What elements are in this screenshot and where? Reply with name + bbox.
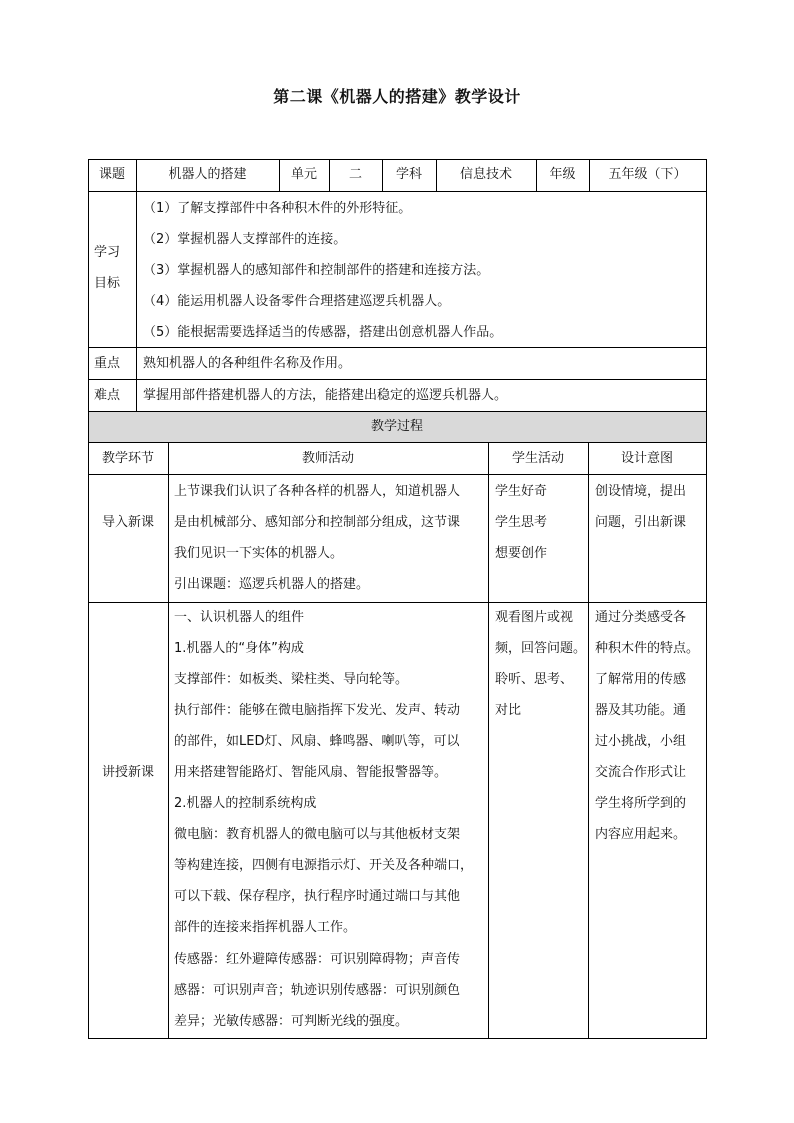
teaching-teacher-line: 差异；光敏传感器：可判断光线的强度。 (174, 1014, 409, 1029)
subject-label: 学科 (395, 167, 422, 182)
objectives-label-line1: 学习 (94, 245, 121, 260)
key-point-text: 熟知机器人的各种组件名称及作用。 (143, 356, 352, 371)
lesson-value: 机器人的搭建 (168, 167, 247, 182)
teaching-design-line: 交流合作形式让 (595, 765, 687, 780)
teaching-design-line: 种积木件的特点。 (595, 641, 700, 656)
teaching-design-line: 通过分类感受各 (595, 610, 687, 625)
difficulty-text: 掌握用部件搭建机器人的方法，能搭建出稳定的巡逻兵机器人。 (143, 388, 508, 403)
objectives-label-line2: 目标 (94, 276, 121, 291)
key-point-label: 重点 (94, 356, 121, 371)
grade-value: 五年级（下） (608, 167, 687, 182)
intro-design-line: 问题，引出新课 (595, 515, 687, 530)
teaching-teacher-line: 等构建连接，四侧有电源指示灯、开关及各种端口， (174, 858, 474, 873)
teaching-teacher-line: 微电脑：教育机器人的微电脑可以与其他板材支架 (174, 827, 461, 842)
unit-label: 单元 (290, 167, 317, 182)
teaching-design-line: 内容应用起来。 (595, 827, 687, 842)
teaching-student-line: 频，回答问题。 (495, 641, 587, 656)
intro-teacher-line: 是由机械部分、感知部分和控制部分组成，这节课 (174, 515, 461, 530)
teaching-stage: 讲授新课 (101, 765, 154, 780)
unit-value: 二 (348, 167, 362, 182)
objective-item: （1）了解支撑部件中各种积木件的外形特征。 (143, 201, 412, 216)
objective-item: （5）能根据需要选择适当的传感器，搭建出创意机器人作品。 (143, 325, 503, 340)
teaching-student-line: 对比 (495, 703, 522, 718)
teaching-teacher-line: 感器：可识别声音；轨迹识别传感器：可识别颜色 (174, 983, 461, 998)
objective-item: （2）掌握机器人支撑部件的连接。 (143, 232, 347, 247)
teaching-teacher-line: 1.机器人的“身体”构成 (174, 641, 304, 656)
lesson-label: 课题 (98, 167, 125, 182)
intro-teacher-line: 我们见识一下实体的机器人。 (174, 546, 344, 561)
intro-stage: 导入新课 (101, 515, 154, 530)
column-header-design: 设计意图 (620, 451, 673, 466)
teaching-teacher-line: 2.机器人的控制系统构成 (174, 796, 317, 811)
subject-value: 信息技术 (459, 167, 512, 182)
column-header-stage: 教学环节 (101, 451, 154, 466)
teaching-teacher-line: 的部件，如LED灯、风扇、蜂鸣器、喇叭等，可以 (174, 734, 460, 749)
difficulty-label: 难点 (94, 388, 121, 403)
teaching-teacher-line: 一、认识机器人的组件 (174, 610, 305, 625)
objective-item: （4）能运用机器人设备零件合理搭建巡逻兵机器人。 (143, 294, 451, 309)
teaching-teacher-line: 支撑部件：如板类、梁柱类、导向轮等。 (174, 672, 409, 687)
teaching-student-line: 观看图片或视 (495, 610, 574, 625)
teaching-design-line: 器及其功能。通 (595, 703, 687, 718)
grade-label: 年级 (549, 167, 576, 182)
intro-teacher-line: 上节课我们认识了各种各样的机器人，知道机器人 (174, 484, 461, 499)
intro-design-line: 创设情境，提出 (595, 484, 687, 499)
intro-student-line: 想要创作 (495, 546, 548, 561)
teaching-teacher-line: 执行部件：能够在微电脑指挥下发光、发声、转动 (174, 703, 461, 718)
teaching-teacher-line: 传感器：红外避障传感器：可识别障碍物；声音传 (174, 952, 461, 967)
teaching-design-line: 过小挑战，小组 (595, 734, 687, 749)
objective-item: （3）掌握机器人的感知部件和控制部件的搭建和连接方法。 (143, 263, 490, 278)
teaching-design-line: 了解常用的传感 (595, 672, 687, 687)
teaching-design-line: 学生将所学到的 (595, 796, 687, 811)
column-header-student: 学生活动 (511, 451, 564, 466)
process-header: 教学过程 (370, 419, 423, 434)
teaching-teacher-line: 用来搭建智能路灯、智能风扇、智能报警器等。 (174, 765, 448, 780)
page-title: 第二课《机器人的搭建》教学设计 (273, 87, 521, 106)
intro-teacher-line: 引出课题：巡逻兵机器人的搭建。 (174, 577, 370, 592)
teaching-teacher-line: 部件的连接来指挥机器人工作。 (174, 920, 357, 935)
column-header-teacher: 教师活动 (301, 451, 354, 466)
teaching-teacher-line: 可以下载、保存程序，执行程序时通过端口与其他 (174, 889, 461, 904)
intro-student-line: 学生思考 (495, 515, 548, 530)
teaching-student-line: 聆听、思考、 (495, 672, 574, 687)
intro-student-line: 学生好奇 (495, 484, 548, 499)
